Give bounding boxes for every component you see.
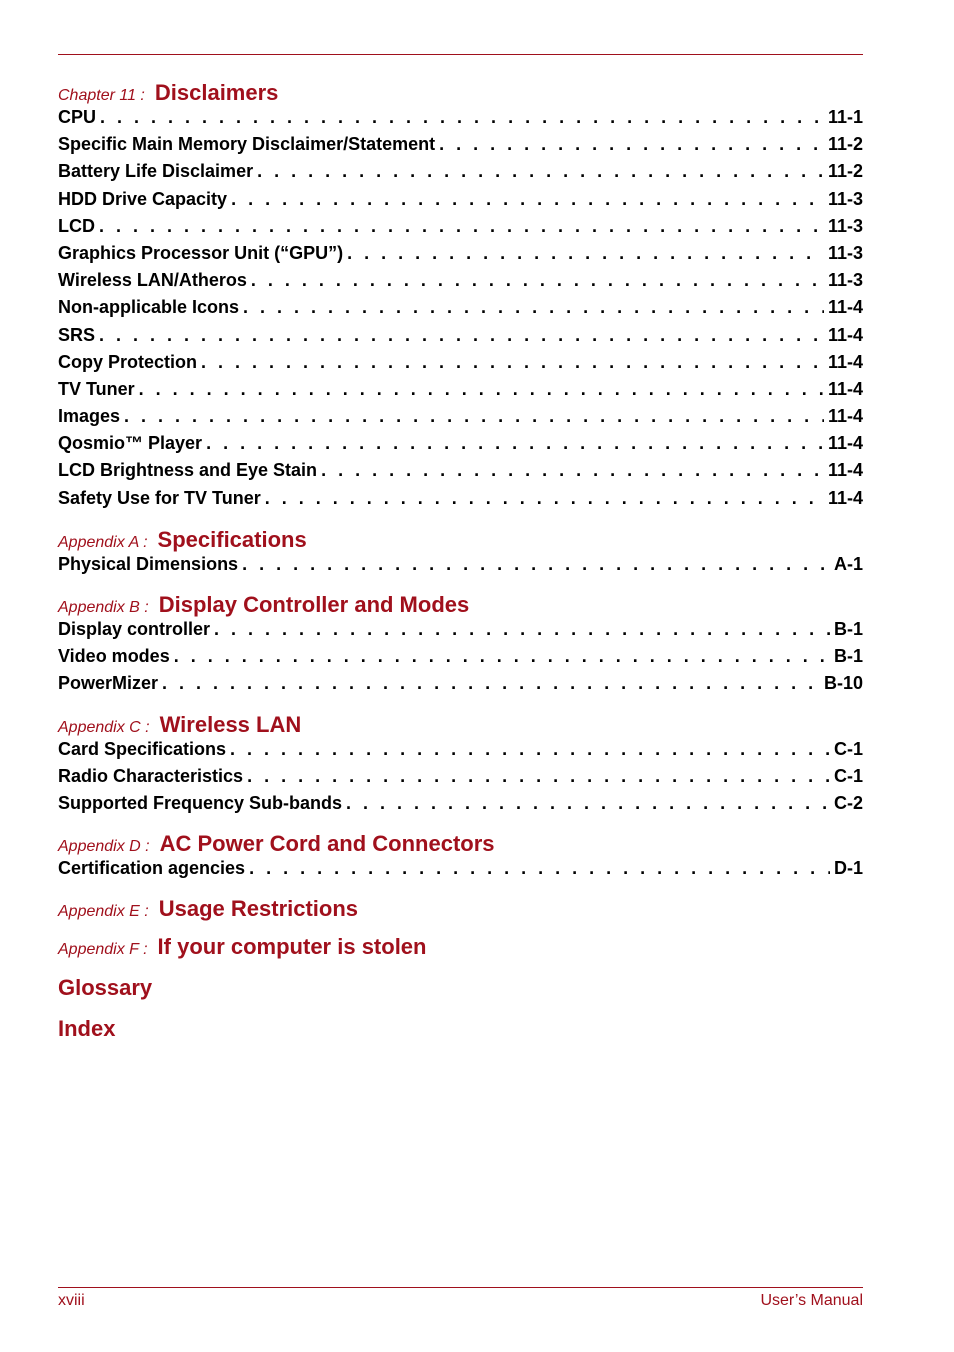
- toc-entry-page: 11-4: [827, 324, 863, 345]
- toc-entry-page: 11-2: [827, 134, 863, 155]
- index-heading[interactable]: Index: [58, 1016, 116, 1041]
- toc-entry-page: 11-4: [827, 433, 863, 454]
- appendix-label: Appendix F :: [58, 941, 148, 958]
- appendix-label: Appendix E :: [58, 903, 149, 920]
- appendix-label: Appendix D :: [58, 838, 150, 855]
- toc-entry-title: Graphics Processor Unit (“GPU”): [58, 242, 344, 263]
- toc-entry-title: Card Specifications: [58, 739, 227, 759]
- leader-dots: [243, 297, 824, 318]
- appendix-d-heading[interactable]: [58, 831, 863, 858]
- toc-entry[interactable]: [58, 216, 863, 243]
- toc-entry-title: PowerMizer: [58, 673, 159, 694]
- appendix-f-section: [58, 934, 863, 961]
- toc-entry-title: Non-applicable Icons: [58, 297, 240, 318]
- toc-entry-title: Copy Protection: [58, 351, 198, 372]
- appendix-b-heading[interactable]: [58, 592, 863, 619]
- appendix-e-section: [58, 896, 863, 923]
- toc-entry[interactable]: [58, 406, 863, 433]
- appendix-c-section: [58, 712, 863, 821]
- toc-entry-title: Battery Life Disclaimer: [58, 161, 254, 182]
- toc-entry[interactable]: [58, 554, 863, 581]
- toc-entry-title: CPU: [58, 107, 97, 127]
- toc-entry-title: Specific Main Memory Disclaimer/Statement: [58, 134, 436, 155]
- toc-entry-page: 11-4: [827, 487, 863, 508]
- appendix-d-section: [58, 831, 863, 885]
- toc-entry-title: Video modes: [58, 646, 170, 667]
- appendix-f-heading[interactable]: [58, 934, 863, 961]
- appendix-label: Appendix B :: [58, 599, 149, 616]
- leader-dots: [206, 433, 824, 454]
- glossary-heading[interactable]: Glossary: [58, 975, 153, 1000]
- chapter-label: Chapter 11 :: [58, 87, 145, 104]
- leader-dots: [230, 739, 830, 760]
- toc-entry[interactable]: [58, 793, 863, 820]
- toc-entry-title: Radio Characteristics: [58, 766, 244, 787]
- leader-dots: [100, 107, 824, 128]
- leader-dots: [346, 793, 830, 814]
- leader-dots: [251, 270, 824, 291]
- leader-dots: [99, 216, 824, 237]
- toc-entry[interactable]: [58, 433, 863, 460]
- appendix-title: Specifications: [157, 527, 307, 552]
- leader-dots: [201, 352, 824, 373]
- toc-entry[interactable]: [58, 766, 863, 793]
- appendix-b-section: [58, 592, 863, 701]
- leader-dots: [249, 858, 830, 879]
- appendix-e-heading[interactable]: [58, 896, 863, 923]
- appendix-title: AC Power Cord and Connectors: [159, 831, 495, 856]
- appendix-c-heading[interactable]: [58, 712, 863, 739]
- toc-entry[interactable]: [58, 352, 863, 379]
- toc-entry[interactable]: [58, 673, 863, 700]
- toc-entry-page: D-1: [833, 858, 863, 878]
- leader-dots: [124, 406, 824, 427]
- toc-entry-title: LCD Brightness and Eye Stain: [58, 460, 318, 481]
- appendix-title: If your computer is stolen: [157, 934, 427, 959]
- toc-entry[interactable]: [58, 325, 863, 352]
- appendix-a-heading[interactable]: [58, 527, 863, 554]
- toc-entry[interactable]: [58, 297, 863, 324]
- manual-title: User’s Manual: [760, 1292, 863, 1309]
- toc-entry[interactable]: [58, 488, 863, 515]
- toc-entry-page: 11-4: [827, 406, 863, 427]
- toc-entry-title: HDD Drive Capacity: [58, 188, 228, 209]
- leader-dots: [99, 325, 824, 346]
- toc-entry-title: Wireless LAN/Atheros: [58, 270, 247, 291]
- appendix-a-section: [58, 527, 863, 581]
- toc-entry-title: TV Tuner: [58, 378, 135, 399]
- appendix-title: Wireless LAN: [159, 712, 302, 737]
- leader-dots: [257, 161, 824, 182]
- leader-dots: [214, 619, 830, 640]
- toc-entry-title: Images: [58, 406, 121, 427]
- toc-entry-page: 11-4: [827, 460, 863, 481]
- toc-entry-page: 11-2: [827, 161, 863, 182]
- header-rule: [58, 54, 863, 55]
- toc-entry[interactable]: [58, 161, 863, 188]
- appendix-label: Appendix A :: [58, 534, 148, 551]
- toc-entry-title: LCD: [58, 215, 95, 236]
- toc-entry[interactable]: [58, 107, 863, 134]
- appendix-label: Appendix C :: [58, 719, 150, 736]
- leader-dots: [439, 134, 824, 155]
- toc-entry-page: 11-3: [827, 242, 863, 263]
- toc-entry-title: Supported Frequency Sub-bands: [58, 793, 343, 814]
- toc-entry-page: 11-3: [827, 215, 863, 236]
- chapter-title: Disclaimers: [154, 80, 279, 105]
- toc-entry-page: 11-3: [827, 188, 863, 209]
- toc-entry-title: Safety Use for TV Tuner: [58, 487, 261, 508]
- toc-entry[interactable]: [58, 243, 863, 270]
- leader-dots: [321, 460, 824, 481]
- footer-rule: [58, 1287, 863, 1288]
- toc-entry[interactable]: [58, 270, 863, 297]
- toc-entry[interactable]: [58, 379, 863, 406]
- appendix-title: Display Controller and Modes: [158, 592, 470, 617]
- toc-entry[interactable]: [58, 460, 863, 487]
- toc-entry-title: Qosmio™ Player: [58, 433, 203, 454]
- toc-entry-title: Physical Dimensions: [58, 554, 239, 574]
- toc-entry-page: C-1: [833, 739, 863, 759]
- page-number: xviii: [58, 1292, 85, 1309]
- toc-entry[interactable]: [58, 619, 863, 646]
- chapter-11-section: [58, 80, 863, 515]
- leader-dots: [242, 554, 830, 575]
- toc-entry-page: 11-4: [827, 378, 863, 399]
- toc-entry-page: A-1: [833, 554, 863, 574]
- toc-entry-page: 11-4: [827, 351, 863, 372]
- toc-entry-page: 11-3: [827, 270, 863, 291]
- toc-entry-title: SRS: [58, 324, 96, 345]
- toc-entry-page: 11-1: [827, 107, 863, 127]
- toc-entry[interactable]: [58, 739, 863, 766]
- leader-dots: [347, 243, 824, 264]
- toc-entry[interactable]: [58, 646, 863, 673]
- toc-entry[interactable]: [58, 189, 863, 216]
- leader-dots: [162, 673, 820, 694]
- appendix-title: Usage Restrictions: [158, 896, 359, 921]
- toc-entry-page: B-10: [823, 673, 863, 694]
- toc-entry-title: Certification agencies: [58, 858, 246, 878]
- leader-dots: [174, 646, 830, 667]
- toc-entry-title: Display controller: [58, 619, 211, 639]
- leader-dots: [265, 488, 824, 509]
- toc-entry[interactable]: [58, 858, 863, 885]
- toc-entry-page: B-1: [833, 619, 863, 639]
- leader-dots: [247, 766, 830, 787]
- leader-dots: [231, 189, 824, 210]
- toc-entry-page: C-1: [833, 766, 863, 787]
- leader-dots: [139, 379, 824, 400]
- toc-entry-page: B-1: [833, 646, 863, 667]
- toc-entry-page: C-2: [833, 793, 863, 814]
- toc-entry[interactable]: [58, 134, 863, 161]
- chapter-11-heading[interactable]: [58, 80, 863, 107]
- toc-entry-page: 11-4: [827, 297, 863, 318]
